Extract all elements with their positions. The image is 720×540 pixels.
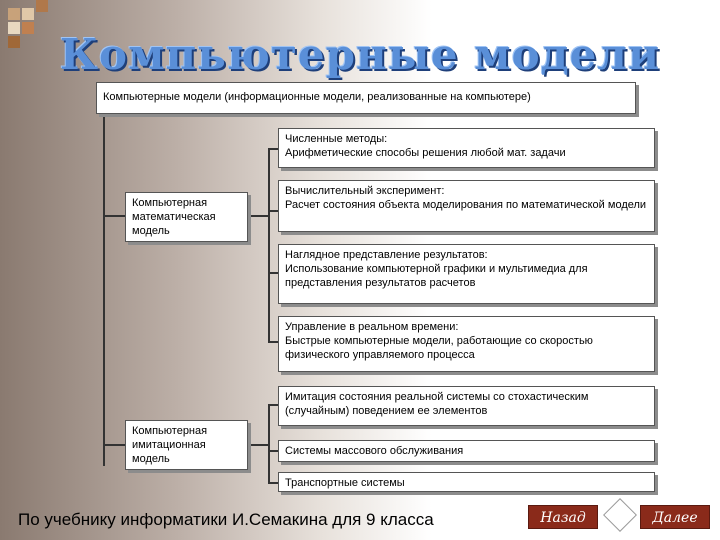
connector-line xyxy=(268,148,278,150)
math-item-body: Расчет состояния объекта моделирования по математической модели xyxy=(285,199,647,211)
sim-item-box xyxy=(278,472,655,492)
math-model-label: Компьютерная математическая модель xyxy=(132,197,216,237)
decor-square xyxy=(8,8,20,20)
math-item-head: Вычислительный эксперимент: xyxy=(285,185,445,197)
back-label: Назад xyxy=(540,510,586,526)
connector-line xyxy=(103,215,125,217)
sim-item-label: Транспортные системы xyxy=(285,477,405,489)
connector-line xyxy=(268,341,278,343)
math-item-box xyxy=(278,244,655,304)
math-item-box xyxy=(278,316,655,372)
sim-model-label: Компьютерная имитационная модель xyxy=(132,425,208,465)
math-item-body: Использование компьютерной графики и мультимедиа для представления результатов расчетов xyxy=(285,263,588,289)
connector-line xyxy=(268,482,278,484)
math-item-box xyxy=(278,128,655,168)
sim-item-box xyxy=(278,386,655,426)
math-item-box xyxy=(278,180,655,232)
decor-square xyxy=(22,8,34,20)
page-title: Компьютерные модели xyxy=(59,30,661,79)
connector-line xyxy=(103,444,125,446)
connector-line xyxy=(268,272,278,274)
root-box xyxy=(96,82,636,114)
math-item-body: Быстрые компьютерные модели, работающие со скоростью физического управляемого процесса xyxy=(285,335,593,361)
math-item-head: Численные методы: xyxy=(285,133,388,145)
math-item-head: Управление в реальном времени: xyxy=(285,321,459,333)
connector-line xyxy=(268,148,270,343)
connector-line xyxy=(103,114,105,466)
connector-line xyxy=(268,210,278,212)
root-label: Компьютерные модели (информационные модели, реализованные на компьютере) xyxy=(103,91,531,103)
math-item-body: Арифметические способы решения любой мат. задачи xyxy=(285,147,566,159)
next-label: Далее xyxy=(652,510,698,526)
sim-item-label: Имитация состояния реальной системы со стохастическим (случайным) поведением ее элементов xyxy=(285,391,589,417)
back-button[interactable] xyxy=(528,505,598,529)
connector-line xyxy=(268,404,270,484)
connector-line xyxy=(268,450,278,452)
connector-line xyxy=(248,444,270,446)
connector-line xyxy=(248,215,270,217)
connector-line xyxy=(268,404,278,406)
sim-model-box xyxy=(125,420,248,470)
decor-square xyxy=(36,0,48,12)
sim-item-box xyxy=(278,440,655,462)
footer-caption: По учебнику информатики И.Семакина для 9 класса xyxy=(18,510,434,529)
math-model-box xyxy=(125,192,248,242)
next-button[interactable] xyxy=(640,505,710,529)
sim-item-label: Системы массового обслуживания xyxy=(285,445,464,457)
math-item-head: Наглядное представление результатов: xyxy=(285,249,488,261)
